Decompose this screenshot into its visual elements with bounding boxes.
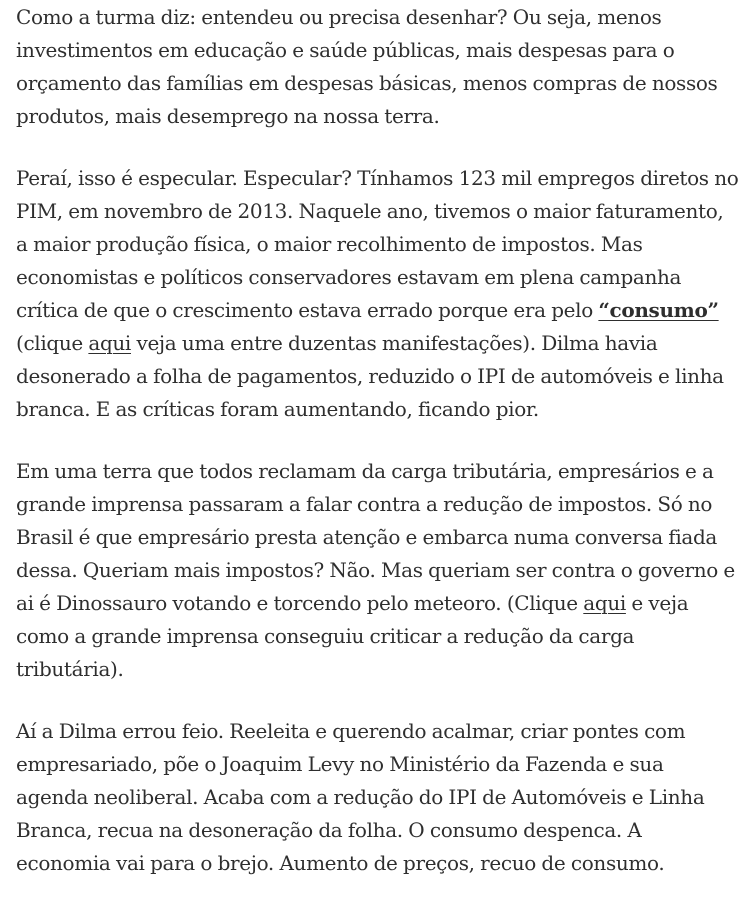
paragraph-2 [16,162,740,426]
consumo-link[interactable]: “consumo” [598,298,719,322]
article-body [16,1,740,909]
aqui-link-2[interactable]: aqui [583,591,626,615]
paragraph-3-text-start: Em uma terra que todos reclamam da carga tributária, empresários e a grande imprensa passaram a falar contra a redução de impostos. Só no Brasil é que empresário presta atenção e embarca numa conversa fiada dessa. Queriam mais impostos? Não. Mas queriam ser contra o governo e ai é Dinossauro votando e torcendo pelo meteoro. (Clique [16,459,735,615]
paragraph-3 [16,455,740,686]
aqui-link-1[interactable]: aqui [88,331,131,355]
paragraph-2-text-end: veja uma entre duzentas manifestações). Dilma havia desonerado a folha de pagamentos, reduzido o IPI de automóveis e linha branca. E as críticas foram aumentando, ficando pior. [16,331,724,421]
paragraph-1 [16,1,740,133]
paragraph-2-text-mid: (clique [16,331,89,355]
paragraph-1-text: Como a turma diz: entendeu ou precisa desenhar? Ou seja, menos investimentos em educação e saúde públicas, mais despesas para o orçamento das famílias em despesas básicas, menos compras de nossos produtos, mais desemprego na nossa terra. [16,5,718,128]
paragraph-4-text: Aí a Dilma errou feio. Reeleita e querendo acalmar, criar pontes com empresariado, põe o Joaquim Levy no Ministério da Fazenda e sua agenda neoliberal. Acaba com a redução do IPI de Automóveis e Linha Branca, recua na desoneração da folha. O consumo despenca. A economia vai para o brejo. Aumento de preços, recuo de consumo. [16,719,705,875]
paragraph-4 [16,715,740,880]
paragraph-3-text-end: e veja como a grande imprensa conseguiu criticar a redução da carga tributária). [16,591,689,681]
paragraph-2-text-start: Peraí, isso é especular. Especular? Tínhamos 123 mil empregos diretos no PIM, em novembro de 2013. Naquele ano, tivemos o maior faturamento, a maior produção física, o maior recolhimento de impostos. Mas economistas e políticos conservadores estavam em plena campanha crítica de que o crescimento estava errado porque era pelo [16,166,739,322]
